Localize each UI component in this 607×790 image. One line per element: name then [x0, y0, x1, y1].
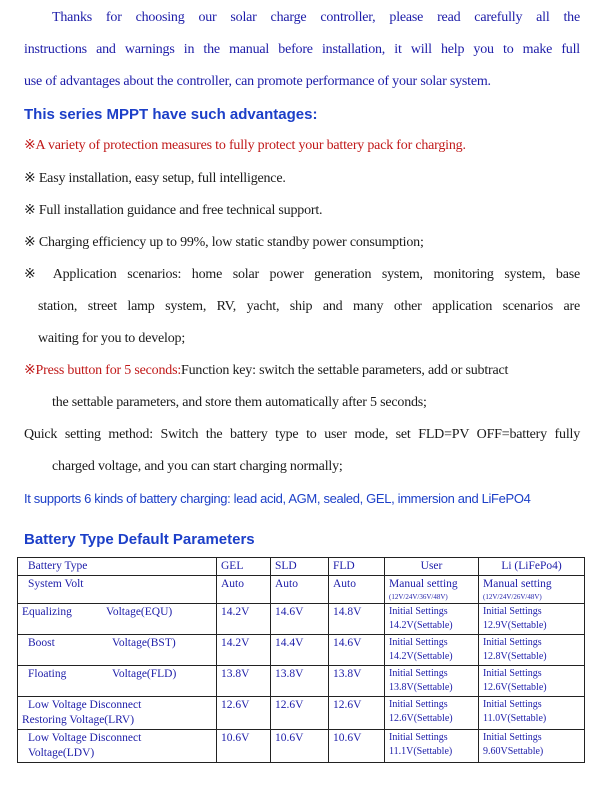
cell-sub: 12.6V(Settable)	[483, 682, 547, 693]
scenarios-line-1: ※ Application scenarios: home solar power generation system, monitoring system, base	[24, 267, 580, 282]
cell: 13.8V	[217, 666, 271, 697]
cell	[385, 635, 479, 666]
cell	[479, 635, 585, 666]
row-label	[18, 697, 217, 730]
row-label-b: Voltage(EQU)	[106, 606, 173, 618]
header-cell: Li (LiFePo4)	[479, 558, 585, 576]
row-label	[18, 635, 217, 666]
cell: 10.6V	[329, 730, 385, 763]
advantages-heading: This series MPPT have such advantages:	[24, 106, 318, 123]
cell: 14.8V	[329, 604, 385, 635]
cell: 14.2V	[217, 635, 271, 666]
cell-main: Initial Settings	[483, 732, 542, 743]
press-label: ※Press button for 5 seconds:	[24, 363, 182, 378]
row-label: System Volt	[18, 576, 217, 604]
cell: 14.4V	[271, 635, 329, 666]
table-row	[18, 604, 585, 635]
advantage-item: ※ Full installation guidance and free technical support.	[24, 203, 323, 218]
press-text: Function key: switch the settable parameters, add or subtract	[181, 363, 509, 378]
quick-line-2: charged voltage, and you can start charging normally;	[52, 459, 343, 474]
cell: 12.6V	[271, 697, 329, 730]
row-label-b: Restoring Voltage(LRV)	[22, 714, 135, 726]
header-cell: Battery Type	[18, 558, 217, 576]
cell-main: Initial Settings	[483, 606, 542, 617]
header-cell: User	[385, 558, 479, 576]
cell-sub: 13.8V(Settable)	[389, 682, 453, 693]
table-heading: Battery Type Default Parameters	[24, 531, 255, 548]
header-cell: SLD	[271, 558, 329, 576]
table-row	[18, 635, 585, 666]
cell	[385, 697, 479, 730]
scenarios-line-3: waiting for you to develop;	[38, 331, 186, 346]
cell: 14.6V	[329, 635, 385, 666]
table-row	[18, 666, 585, 697]
table-header-row	[18, 558, 585, 576]
cell-sub: 12.9V(Settable)	[483, 620, 547, 631]
row-label	[18, 604, 217, 635]
advantage-item: ※ Charging efficiency up to 99%, low static standby power consumption;	[24, 235, 424, 250]
row-label-b: Voltage(LDV)	[28, 747, 95, 759]
quick-line-1: Quick setting method: Switch the battery type to user mode, set FLD=PV OFF=battery fully	[24, 427, 580, 442]
cell-main: Initial Settings	[389, 606, 448, 617]
header-cell: FLD	[329, 558, 385, 576]
cell: 12.6V	[329, 697, 385, 730]
supports-text: It supports 6 kinds of battery charging: lead acid, AGM, sealed, GEL, immersion and LiFePO4	[24, 491, 531, 506]
table-row	[18, 730, 585, 763]
cell: 12.6V	[217, 697, 271, 730]
cell-main: Manual setting	[389, 578, 458, 590]
cell-main: Initial Settings	[389, 732, 448, 743]
cell	[479, 576, 585, 604]
cell	[385, 730, 479, 763]
cell: 14.6V	[271, 604, 329, 635]
cell-sub: 14.2V(Settable)	[389, 651, 453, 662]
cell-main: Initial Settings	[483, 637, 542, 648]
table-row	[18, 697, 585, 730]
cell-sub: 11.1V(Settable)	[389, 746, 453, 757]
cell	[385, 604, 479, 635]
cell: 10.6V	[217, 730, 271, 763]
row-label	[18, 730, 217, 763]
intro-line-1: Thanks for choosing our solar charge controller, please read carefully all the	[52, 10, 580, 25]
cell	[385, 576, 479, 604]
cell-sub: 14.2V(Settable)	[389, 620, 453, 631]
row-label-a: Boost	[28, 637, 55, 649]
intro-line-3: use of advantages about the controller, can promote performance of your solar system.	[24, 74, 491, 89]
cell: 13.8V	[329, 666, 385, 697]
row-label-b: Voltage(FLD)	[112, 668, 177, 680]
cell	[385, 666, 479, 697]
row-label	[18, 666, 217, 697]
cell: 13.8V	[271, 666, 329, 697]
cell-main: Manual setting	[483, 578, 552, 590]
cell	[479, 730, 585, 763]
cell-main: Initial Settings	[389, 637, 448, 648]
cell-sub: 12.8V(Settable)	[483, 651, 547, 662]
header-cell: GEL	[217, 558, 271, 576]
advantage-item: ※ Easy installation, easy setup, full intelligence.	[24, 171, 286, 186]
cell-main: Initial Settings	[389, 699, 448, 710]
cell: Auto	[217, 576, 271, 604]
cell-sub: 12.6V(Settable)	[389, 713, 453, 724]
battery-parameters-table	[17, 557, 585, 763]
cell: Auto	[329, 576, 385, 604]
cell: 10.6V	[271, 730, 329, 763]
press-line-1	[24, 355, 580, 387]
cell-sub: 9.60VSettable)	[483, 746, 544, 757]
row-label-a: Floating	[28, 668, 67, 680]
row-label-a: Low Voltage Disconnect	[28, 699, 142, 711]
cell-main: Initial Settings	[483, 699, 542, 710]
cell-main: Initial Settings	[483, 668, 542, 679]
row-label-a: Low Voltage Disconnect	[28, 732, 142, 744]
cell	[479, 666, 585, 697]
intro-line-2: instructions and warnings in the manual before installation, it will help you to make full	[24, 42, 580, 57]
press-line-2: the settable parameters, and store them automatically after 5 seconds;	[52, 395, 427, 410]
row-label-a: Equalizing	[22, 606, 72, 618]
cell-sub: 11.0V(Settable)	[483, 713, 547, 724]
row-label-b: Voltage(BST)	[112, 637, 176, 649]
cell: Auto	[271, 576, 329, 604]
table-row	[18, 576, 585, 604]
cell: 14.2V	[217, 604, 271, 635]
scenarios-line-2: station, street lamp system, RV, yacht, ship and many other application scenarios are	[38, 299, 580, 314]
advantage-item: ※A variety of protection measures to fully protect your battery pack for charging.	[24, 138, 466, 153]
cell-main: Initial Settings	[389, 668, 448, 679]
cell-sub: (12V/24V/36V/48V)	[389, 593, 448, 601]
cell	[479, 697, 585, 730]
cell	[479, 604, 585, 635]
cell-sub: (12V/24V/26V/48V)	[483, 593, 542, 601]
